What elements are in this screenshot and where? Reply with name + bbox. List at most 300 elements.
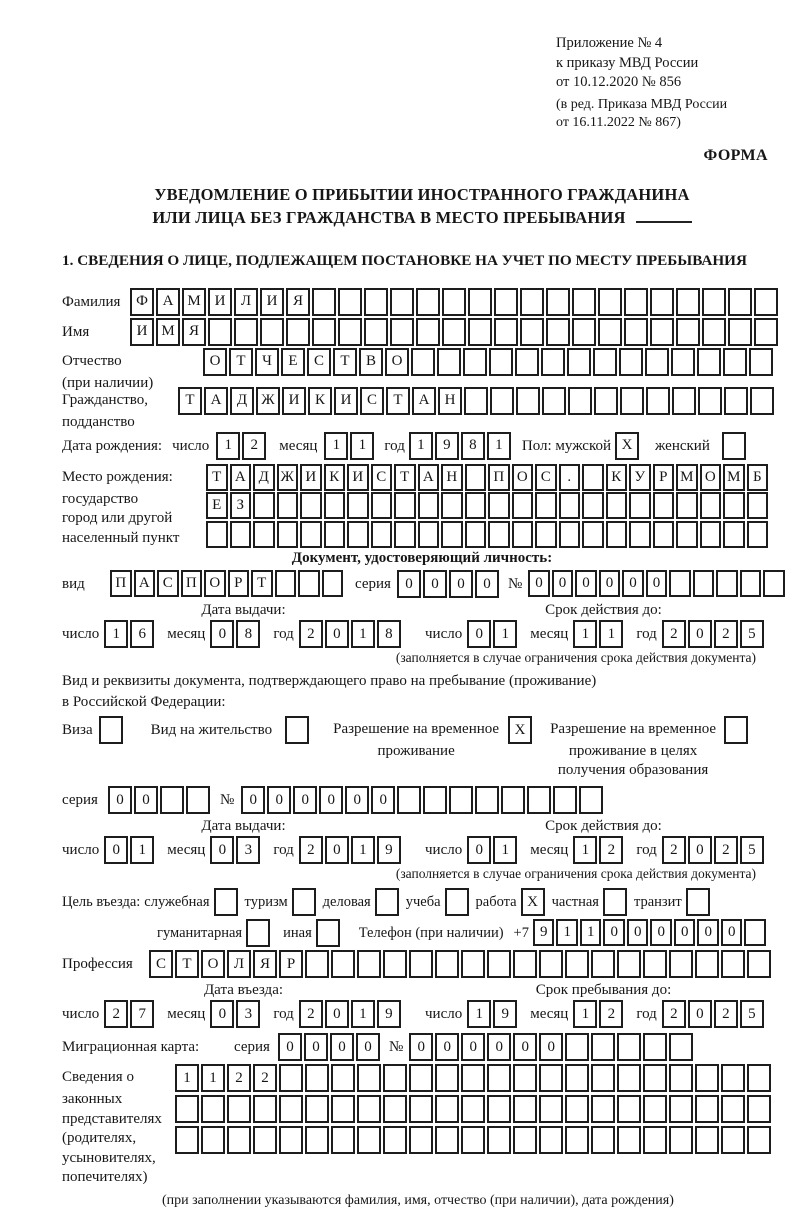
char-box[interactable]: 2 <box>662 836 686 864</box>
char-box[interactable] <box>520 288 544 316</box>
char-box[interactable]: 0 <box>325 836 349 864</box>
char-box[interactable] <box>617 1095 641 1123</box>
char-box[interactable] <box>512 521 534 548</box>
char-box[interactable] <box>669 1033 693 1061</box>
char-box[interactable]: В <box>359 348 383 376</box>
char-box[interactable] <box>629 492 651 519</box>
char-box[interactable]: 9 <box>493 1000 517 1028</box>
char-box[interactable] <box>624 288 648 316</box>
char-box[interactable]: 1 <box>556 919 578 946</box>
char-box[interactable] <box>305 950 329 978</box>
char-box[interactable] <box>591 950 615 978</box>
char-box[interactable] <box>643 950 667 978</box>
char-box[interactable] <box>671 348 695 376</box>
char-box[interactable] <box>465 492 487 519</box>
char-box[interactable] <box>629 521 651 548</box>
char-box[interactable] <box>175 1126 199 1154</box>
char-box[interactable] <box>695 1095 719 1123</box>
char-box[interactable] <box>357 1126 381 1154</box>
char-box[interactable] <box>591 1033 615 1061</box>
char-box[interactable] <box>305 1064 329 1092</box>
char-box[interactable] <box>572 318 596 346</box>
char-box[interactable] <box>723 492 745 519</box>
char-box[interactable] <box>357 1064 381 1092</box>
char-box[interactable]: Д <box>230 387 254 415</box>
char-box[interactable] <box>620 387 644 415</box>
char-box[interactable] <box>702 318 726 346</box>
char-box[interactable]: О <box>201 950 225 978</box>
char-box[interactable] <box>186 786 210 814</box>
char-box[interactable]: 0 <box>449 570 473 598</box>
char-box[interactable]: Е <box>206 492 228 519</box>
char-box[interactable] <box>465 464 487 491</box>
char-box[interactable]: Я <box>182 318 206 346</box>
char-box[interactable]: 1 <box>351 1000 375 1028</box>
char-box[interactable] <box>700 492 722 519</box>
char-box[interactable] <box>516 387 540 415</box>
char-box[interactable] <box>535 492 557 519</box>
char-box[interactable] <box>357 950 381 978</box>
char-box[interactable] <box>513 1126 537 1154</box>
char-box[interactable] <box>582 521 604 548</box>
char-box[interactable] <box>397 786 421 814</box>
char-box[interactable]: 1 <box>351 836 375 864</box>
char-box[interactable]: 1 <box>409 432 433 460</box>
char-box[interactable] <box>383 1064 407 1092</box>
char-box[interactable]: 0 <box>622 570 644 597</box>
char-box[interactable]: 9 <box>533 919 555 946</box>
char-box[interactable] <box>721 1095 745 1123</box>
char-box[interactable] <box>539 1064 563 1092</box>
char-box[interactable]: С <box>157 570 179 597</box>
char-box[interactable]: Т <box>206 464 228 491</box>
char-box[interactable]: К <box>606 464 628 491</box>
char-box[interactable]: 0 <box>603 919 625 946</box>
char-box[interactable] <box>285 716 309 744</box>
char-box[interactable]: 2 <box>714 620 738 648</box>
char-box[interactable] <box>260 318 284 346</box>
char-box[interactable]: О <box>204 570 226 597</box>
char-box[interactable] <box>305 1126 329 1154</box>
char-box[interactable] <box>676 318 700 346</box>
char-box[interactable] <box>728 318 752 346</box>
char-box[interactable] <box>487 1064 511 1092</box>
char-box[interactable]: М <box>723 464 745 491</box>
char-box[interactable]: X <box>521 888 545 916</box>
char-box[interactable] <box>409 1095 433 1123</box>
char-box[interactable]: Т <box>251 570 273 597</box>
char-box[interactable]: М <box>676 464 698 491</box>
char-box[interactable] <box>489 348 513 376</box>
char-box[interactable] <box>487 950 511 978</box>
char-box[interactable] <box>465 521 487 548</box>
char-box[interactable]: А <box>418 464 440 491</box>
char-box[interactable]: О <box>385 348 409 376</box>
char-box[interactable]: 0 <box>552 570 574 597</box>
char-box[interactable]: 0 <box>409 1033 433 1061</box>
char-box[interactable]: Р <box>228 570 250 597</box>
char-box[interactable] <box>383 1095 407 1123</box>
char-box[interactable] <box>375 888 399 916</box>
char-box[interactable]: Ф <box>130 288 154 316</box>
char-box[interactable]: 0 <box>241 786 265 814</box>
char-box[interactable]: О <box>700 464 722 491</box>
char-box[interactable] <box>435 1126 459 1154</box>
char-box[interactable] <box>624 318 648 346</box>
char-box[interactable]: 2 <box>299 836 323 864</box>
char-box[interactable]: 1 <box>175 1064 199 1092</box>
char-box[interactable] <box>669 1064 693 1092</box>
char-box[interactable]: 0 <box>539 1033 563 1061</box>
char-box[interactable] <box>559 492 581 519</box>
char-box[interactable] <box>292 888 316 916</box>
char-box[interactable] <box>513 950 537 978</box>
char-box[interactable] <box>653 521 675 548</box>
char-box[interactable] <box>693 570 715 597</box>
char-box[interactable]: 5 <box>740 836 764 864</box>
char-box[interactable]: С <box>360 387 384 415</box>
char-box[interactable]: 1 <box>573 620 597 648</box>
char-box[interactable]: 1 <box>493 836 517 864</box>
char-box[interactable] <box>331 1095 355 1123</box>
char-box[interactable]: 2 <box>714 1000 738 1028</box>
char-box[interactable] <box>669 570 691 597</box>
char-box[interactable]: 0 <box>319 786 343 814</box>
char-box[interactable]: Д <box>253 464 275 491</box>
char-box[interactable] <box>695 950 719 978</box>
char-box[interactable] <box>331 1064 355 1092</box>
char-box[interactable] <box>724 716 748 744</box>
char-box[interactable] <box>487 1095 511 1123</box>
char-box[interactable] <box>383 1126 407 1154</box>
char-box[interactable]: 2 <box>242 432 266 460</box>
char-box[interactable]: П <box>110 570 132 597</box>
char-box[interactable] <box>201 1095 225 1123</box>
char-box[interactable]: Л <box>234 288 258 316</box>
char-box[interactable] <box>617 1126 641 1154</box>
char-box[interactable] <box>253 1126 277 1154</box>
char-box[interactable]: Т <box>178 387 202 415</box>
char-box[interactable] <box>513 1095 537 1123</box>
char-box[interactable]: 2 <box>227 1064 251 1092</box>
char-box[interactable] <box>643 1064 667 1092</box>
char-box[interactable]: 2 <box>714 836 738 864</box>
char-box[interactable] <box>747 1126 771 1154</box>
char-box[interactable]: И <box>130 318 154 346</box>
char-box[interactable] <box>747 1095 771 1123</box>
char-box[interactable] <box>513 1064 537 1092</box>
char-box[interactable] <box>740 570 762 597</box>
char-box[interactable] <box>539 1095 563 1123</box>
char-box[interactable]: X <box>615 432 639 460</box>
char-box[interactable]: 1 <box>130 836 154 864</box>
char-box[interactable]: Я <box>253 950 277 978</box>
char-box[interactable]: 1 <box>104 620 128 648</box>
char-box[interactable]: 0 <box>293 786 317 814</box>
char-box[interactable]: Е <box>281 348 305 376</box>
char-box[interactable]: 0 <box>330 1033 354 1061</box>
char-box[interactable]: Я <box>286 288 310 316</box>
char-box[interactable]: 2 <box>299 620 323 648</box>
char-box[interactable]: 2 <box>104 1000 128 1028</box>
char-box[interactable] <box>721 1126 745 1154</box>
char-box[interactable] <box>750 387 774 415</box>
char-box[interactable] <box>747 521 769 548</box>
char-box[interactable] <box>461 1126 485 1154</box>
char-box[interactable] <box>286 318 310 346</box>
char-box[interactable] <box>324 492 346 519</box>
char-box[interactable]: А <box>412 387 436 415</box>
char-box[interactable]: 6 <box>130 620 154 648</box>
char-box[interactable] <box>697 348 721 376</box>
char-box[interactable] <box>441 492 463 519</box>
char-box[interactable]: 2 <box>599 836 623 864</box>
char-box[interactable] <box>565 1033 589 1061</box>
char-box[interactable]: 0 <box>325 1000 349 1028</box>
char-box[interactable]: Т <box>386 387 410 415</box>
char-box[interactable] <box>565 950 589 978</box>
char-box[interactable]: 1 <box>201 1064 225 1092</box>
char-box[interactable]: 0 <box>487 1033 511 1061</box>
char-box[interactable] <box>617 1033 641 1061</box>
char-box[interactable] <box>488 492 510 519</box>
char-box[interactable] <box>676 288 700 316</box>
char-box[interactable] <box>747 950 771 978</box>
char-box[interactable]: 0 <box>267 786 291 814</box>
char-box[interactable] <box>676 492 698 519</box>
char-box[interactable] <box>475 786 499 814</box>
char-box[interactable]: И <box>282 387 306 415</box>
char-box[interactable] <box>744 919 766 946</box>
char-box[interactable]: М <box>156 318 180 346</box>
char-box[interactable]: К <box>308 387 332 415</box>
char-box[interactable]: Л <box>227 950 251 978</box>
char-box[interactable]: 0 <box>104 836 128 864</box>
char-box[interactable] <box>723 348 747 376</box>
char-box[interactable] <box>394 521 416 548</box>
char-box[interactable] <box>541 348 565 376</box>
char-box[interactable] <box>603 888 627 916</box>
char-box[interactable]: И <box>260 288 284 316</box>
char-box[interactable] <box>468 318 492 346</box>
char-box[interactable] <box>437 348 461 376</box>
char-box[interactable] <box>653 492 675 519</box>
char-box[interactable] <box>99 716 123 744</box>
char-box[interactable] <box>591 1095 615 1123</box>
char-box[interactable] <box>253 1095 277 1123</box>
char-box[interactable]: Т <box>394 464 416 491</box>
char-box[interactable] <box>435 1095 459 1123</box>
char-box[interactable] <box>539 1126 563 1154</box>
char-box[interactable]: 0 <box>697 919 719 946</box>
char-box[interactable]: И <box>334 387 358 415</box>
char-box[interactable]: 7 <box>130 1000 154 1028</box>
char-box[interactable] <box>494 318 518 346</box>
char-box[interactable] <box>371 521 393 548</box>
char-box[interactable] <box>461 950 485 978</box>
char-box[interactable]: О <box>512 464 534 491</box>
char-box[interactable] <box>702 288 726 316</box>
char-box[interactable]: 1 <box>216 432 240 460</box>
char-box[interactable] <box>322 570 344 597</box>
char-box[interactable]: О <box>203 348 227 376</box>
char-box[interactable]: 0 <box>345 786 369 814</box>
char-box[interactable] <box>520 318 544 346</box>
char-box[interactable] <box>722 432 746 460</box>
char-box[interactable] <box>347 492 369 519</box>
char-box[interactable] <box>338 288 362 316</box>
char-box[interactable] <box>565 1095 589 1123</box>
char-box[interactable] <box>338 318 362 346</box>
char-box[interactable] <box>553 786 577 814</box>
char-box[interactable]: У <box>629 464 651 491</box>
char-box[interactable]: 1 <box>487 432 511 460</box>
char-box[interactable] <box>728 288 752 316</box>
char-box[interactable]: И <box>300 464 322 491</box>
char-box[interactable] <box>747 492 769 519</box>
char-box[interactable]: 9 <box>377 1000 401 1028</box>
char-box[interactable] <box>676 521 698 548</box>
char-box[interactable] <box>643 1095 667 1123</box>
char-box[interactable] <box>227 1126 251 1154</box>
char-box[interactable] <box>723 521 745 548</box>
char-box[interactable] <box>672 387 696 415</box>
char-box[interactable] <box>686 888 710 916</box>
char-box[interactable]: 0 <box>513 1033 537 1061</box>
char-box[interactable] <box>669 1095 693 1123</box>
char-box[interactable] <box>324 521 346 548</box>
char-box[interactable]: 2 <box>299 1000 323 1028</box>
char-box[interactable] <box>449 786 473 814</box>
char-box[interactable] <box>464 387 488 415</box>
char-box[interactable]: М <box>182 288 206 316</box>
char-box[interactable]: 9 <box>377 836 401 864</box>
char-box[interactable] <box>567 348 591 376</box>
char-box[interactable]: С <box>535 464 557 491</box>
char-box[interactable] <box>542 387 566 415</box>
char-box[interactable] <box>490 387 514 415</box>
char-box[interactable]: С <box>149 950 173 978</box>
char-box[interactable] <box>409 1064 433 1092</box>
char-box[interactable]: 0 <box>721 919 743 946</box>
char-box[interactable] <box>487 1126 511 1154</box>
char-box[interactable] <box>565 1064 589 1092</box>
char-box[interactable] <box>463 348 487 376</box>
char-box[interactable] <box>331 950 355 978</box>
char-box[interactable]: З <box>230 492 252 519</box>
char-box[interactable]: С <box>371 464 393 491</box>
char-box[interactable] <box>468 288 492 316</box>
char-box[interactable] <box>646 387 670 415</box>
char-box[interactable] <box>721 950 745 978</box>
char-box[interactable] <box>445 888 469 916</box>
char-box[interactable]: 0 <box>688 836 712 864</box>
char-box[interactable]: 0 <box>688 1000 712 1028</box>
char-box[interactable] <box>441 521 463 548</box>
char-box[interactable]: 9 <box>435 432 459 460</box>
char-box[interactable] <box>416 318 440 346</box>
char-box[interactable] <box>617 950 641 978</box>
char-box[interactable]: И <box>347 464 369 491</box>
char-box[interactable] <box>546 288 570 316</box>
char-box[interactable] <box>364 318 388 346</box>
char-box[interactable] <box>494 288 518 316</box>
char-box[interactable]: 1 <box>493 620 517 648</box>
char-box[interactable]: 0 <box>475 570 499 598</box>
char-box[interactable]: 0 <box>528 570 550 597</box>
char-box[interactable] <box>305 1095 329 1123</box>
char-box[interactable]: 0 <box>650 919 672 946</box>
char-box[interactable] <box>515 348 539 376</box>
char-box[interactable]: 1 <box>467 1000 491 1028</box>
char-box[interactable]: К <box>324 464 346 491</box>
char-box[interactable]: 5 <box>740 1000 764 1028</box>
char-box[interactable]: 0 <box>210 1000 234 1028</box>
char-box[interactable]: 2 <box>599 1000 623 1028</box>
char-box[interactable]: 0 <box>575 570 597 597</box>
char-box[interactable] <box>763 570 785 597</box>
char-box[interactable] <box>418 492 440 519</box>
char-box[interactable]: Н <box>438 387 462 415</box>
char-box[interactable] <box>298 570 320 597</box>
char-box[interactable]: 8 <box>377 620 401 648</box>
char-box[interactable] <box>695 1064 719 1092</box>
char-box[interactable] <box>619 348 643 376</box>
char-box[interactable]: 0 <box>371 786 395 814</box>
char-box[interactable]: 0 <box>461 1033 485 1061</box>
char-box[interactable] <box>582 464 604 491</box>
char-box[interactable]: 2 <box>662 1000 686 1028</box>
char-box[interactable]: 0 <box>356 1033 380 1061</box>
char-box[interactable] <box>423 786 447 814</box>
char-box[interactable] <box>606 521 628 548</box>
char-box[interactable] <box>394 492 416 519</box>
char-box[interactable] <box>650 288 674 316</box>
char-box[interactable]: 8 <box>236 620 260 648</box>
char-box[interactable]: 0 <box>210 620 234 648</box>
char-box[interactable] <box>206 521 228 548</box>
char-box[interactable] <box>546 318 570 346</box>
char-box[interactable]: А <box>134 570 156 597</box>
char-box[interactable] <box>582 492 604 519</box>
char-box[interactable] <box>488 521 510 548</box>
char-box[interactable] <box>371 492 393 519</box>
char-box[interactable] <box>277 492 299 519</box>
char-box[interactable]: 3 <box>236 836 260 864</box>
char-box[interactable]: 1 <box>350 432 374 460</box>
char-box[interactable] <box>331 1126 355 1154</box>
char-box[interactable] <box>591 1126 615 1154</box>
char-box[interactable]: Р <box>653 464 675 491</box>
char-box[interactable] <box>643 1126 667 1154</box>
char-box[interactable] <box>435 950 459 978</box>
char-box[interactable] <box>721 1064 745 1092</box>
char-box[interactable]: 8 <box>461 432 485 460</box>
char-box[interactable] <box>234 318 258 346</box>
char-box[interactable] <box>160 786 184 814</box>
char-box[interactable] <box>409 950 433 978</box>
char-box[interactable] <box>364 288 388 316</box>
char-box[interactable]: . <box>559 464 581 491</box>
char-box[interactable] <box>643 1033 667 1061</box>
char-box[interactable] <box>617 1064 641 1092</box>
char-box[interactable]: Ч <box>255 348 279 376</box>
char-box[interactable]: Н <box>441 464 463 491</box>
char-box[interactable]: 0 <box>627 919 649 946</box>
char-box[interactable]: А <box>204 387 228 415</box>
char-box[interactable] <box>383 950 407 978</box>
char-box[interactable]: 0 <box>435 1033 459 1061</box>
